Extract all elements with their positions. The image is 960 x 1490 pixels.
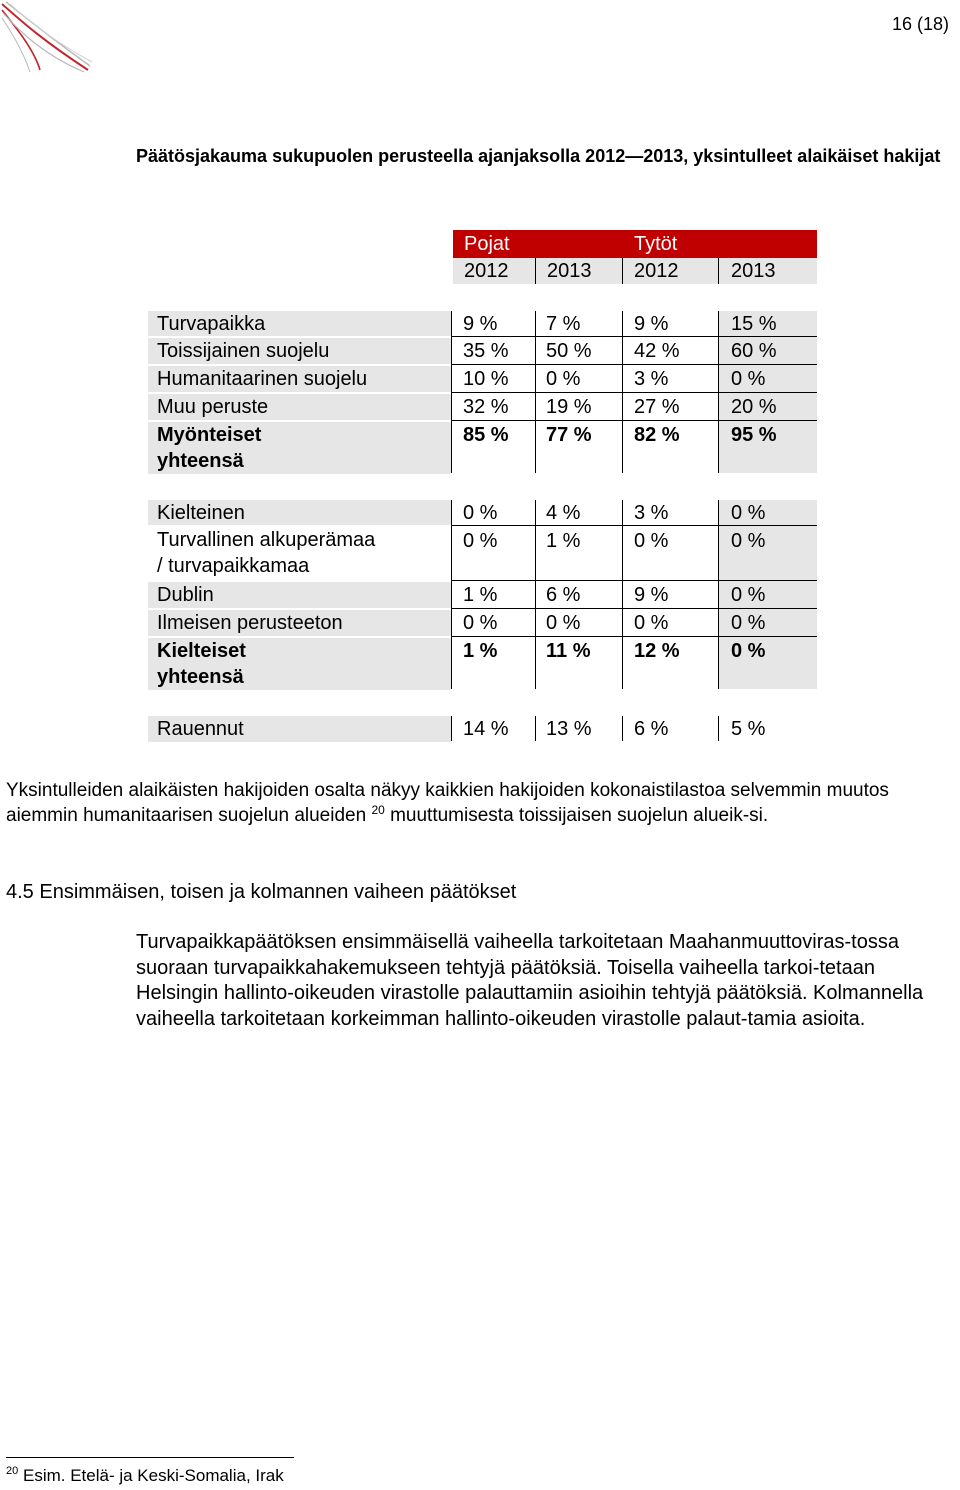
- footnote-ref[interactable]: 20: [371, 803, 385, 817]
- row-label: [148, 527, 451, 580]
- table-cell: 9 %: [634, 313, 669, 335]
- table-cell: 19 %: [546, 396, 592, 418]
- table-cell: 6 %: [634, 718, 669, 740]
- table-cell: 42 %: [634, 340, 680, 362]
- row-label: Rauennut: [148, 716, 451, 742]
- page-number: 16 (18): [891, 14, 949, 34]
- table-cell: 0 %: [731, 612, 766, 634]
- row-label-line: Turvallinen alkuperämaa: [157, 529, 376, 551]
- table-cell: 20 %: [731, 396, 777, 418]
- table-cell: 12 %: [634, 640, 680, 662]
- table-cell: 0 %: [731, 530, 766, 552]
- group-header-girls: Tytöt: [634, 233, 678, 255]
- row-label: Ilmeisen perusteeton: [148, 610, 451, 636]
- paragraph: Turvapaikkapäätöksen ensimmäisellä vaiheella tarkoitetaan Maahanmuuttoviras-tossa suoraan turvapaikkahakemukseen tehtyjä päätöksiä. Toisella vaiheella tarkoi-tetaan Helsingin hallinto-oikeuden virastolle palauttamiin asioihin tehtyjä päätöksiä. Kolmannella vaiheella tarkoitetaan korkeimman hallinto-oikeuden virastolle palaut-tamia asioita.: [136, 931, 924, 1030]
- table-cell: 35 %: [463, 340, 509, 362]
- paragraph-text: Yksintulleiden alaikäisten hakijoiden osalta näkyy kaikkien hakijoiden kokonaistilastoa selvemmin muutos aiemmin humanitaarisen suojelun alueiden: [6, 780, 889, 826]
- row-label: Toissijainen suojelu: [148, 338, 451, 364]
- table-cell: 9 %: [463, 313, 498, 335]
- table-cell: 4 %: [546, 502, 581, 524]
- paragraph: [6, 778, 956, 828]
- table-cell: 77 %: [546, 424, 592, 446]
- row-label-line: Kielteiset: [157, 640, 246, 662]
- table-cell: 32 %: [463, 396, 509, 418]
- table-cell: 11 %: [546, 640, 591, 662]
- table-cell: 95 %: [731, 424, 777, 446]
- table-cell: 0 %: [731, 368, 766, 390]
- table-cell: 6 %: [546, 584, 581, 606]
- agency-logo: [0, 0, 96, 76]
- table-title: Päätösjakauma sukupuolen perusteella ajanjaksolla 2012—2013, yksintulleet alaikäiset hakijat: [136, 146, 941, 166]
- table-cell: 14 %: [463, 718, 509, 740]
- footnote: [6, 1464, 284, 1488]
- table-cell: 27 %: [634, 396, 680, 418]
- row-label-line: yhteensä: [157, 450, 244, 472]
- table-cell: 0 %: [463, 612, 498, 634]
- footnote-text: Esim. Etelä- ja Keski-Somalia, Irak: [22, 1466, 284, 1485]
- paragraph-text: muuttumisesta toissijaisen suojelun alueik-si.: [390, 805, 769, 826]
- row-label-line: / turvapaikkamaa: [157, 555, 310, 577]
- table-cell: 1 %: [463, 640, 498, 662]
- row-label: Kielteinen: [148, 500, 451, 525]
- group-header-boys: Pojat: [464, 233, 510, 255]
- table-cell: 0 %: [546, 612, 581, 634]
- table-cell: 0 %: [463, 530, 498, 552]
- table-cell: 5 %: [731, 718, 766, 740]
- row-label: Humanitaarinen suojelu: [148, 366, 451, 392]
- table-cell: 15 %: [731, 313, 777, 335]
- table-cell: 9 %: [634, 584, 669, 606]
- table-cell: 0 %: [731, 584, 766, 606]
- table-cell: 3 %: [634, 502, 669, 524]
- table-header-years: [453, 258, 817, 284]
- table-cell: 1 %: [546, 530, 581, 552]
- table-cell: 82 %: [634, 424, 680, 446]
- row-label: [148, 422, 451, 474]
- table-cell: 0 %: [731, 502, 766, 524]
- row-label: Muu peruste: [148, 394, 451, 420]
- table-cell: 0 %: [463, 502, 498, 524]
- table-cell: 1 %: [463, 584, 498, 606]
- year-header: 2013: [547, 260, 592, 282]
- row-label-line: yhteensä: [157, 666, 244, 688]
- year-header: 2012: [464, 260, 509, 282]
- row-label: Dublin: [148, 582, 451, 608]
- table-cell: 10 %: [463, 368, 509, 390]
- table-cell: 0 %: [634, 530, 669, 552]
- row-label: [148, 638, 451, 690]
- footnote-divider: [6, 1457, 294, 1458]
- table-cell: 60 %: [731, 340, 777, 362]
- table-cell: 13 %: [546, 718, 592, 740]
- year-header: 2013: [731, 260, 776, 282]
- table-cell: 50 %: [546, 340, 592, 362]
- section-heading: 4.5 Ensimmäisen, toisen ja kolmannen vaiheen päätökset: [6, 881, 517, 903]
- table-cell: 0 %: [634, 612, 669, 634]
- table-cell: 0 %: [546, 368, 581, 390]
- row-label: Turvapaikka: [148, 311, 451, 336]
- table-cell: 0 %: [731, 640, 766, 662]
- footnote-number: 20: [6, 1465, 19, 1477]
- table-cell: 7 %: [546, 313, 581, 335]
- row-label-line: Myönteiset: [157, 424, 262, 446]
- year-header: 2012: [634, 260, 679, 282]
- table-header-groups: [453, 230, 817, 258]
- table-cell: 85 %: [463, 424, 509, 446]
- table-cell: 3 %: [634, 368, 669, 390]
